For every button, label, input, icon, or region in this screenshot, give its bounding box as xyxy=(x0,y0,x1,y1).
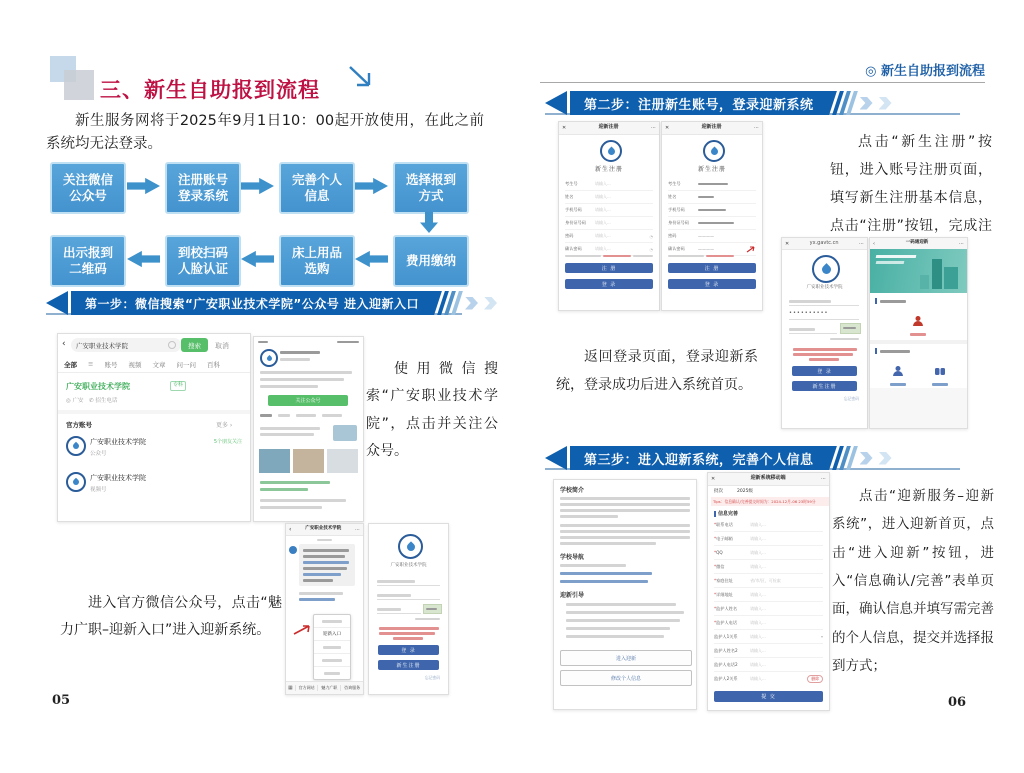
screen-title: 迎新注册 xyxy=(701,124,722,131)
step2-banner xyxy=(545,91,892,115)
filter-icon[interactable]: ≡ xyxy=(88,360,94,368)
college-logo-icon xyxy=(398,534,423,559)
wechat-chat-screenshot xyxy=(285,523,364,695)
step2-banner-label: 第二步：注册新生账号，登录迎新系统 xyxy=(570,91,826,115)
flow-step-bedding: 床上用品 选购 xyxy=(279,235,355,287)
arrow-left-icon xyxy=(127,250,160,268)
cancel-button[interactable]: 取消 xyxy=(215,342,229,350)
deadline-tip: Tips：信息确认/完善提交时间为：2024-12月-06 23时59分 xyxy=(711,497,830,506)
divider xyxy=(58,410,250,414)
chat-bottom-bar xyxy=(286,681,363,694)
eye-icon[interactable]: ◔ xyxy=(649,233,653,239)
back-icon[interactable]: ‹ xyxy=(289,526,292,533)
field-confirm-password[interactable]: 确认密码 请输入... ◔ xyxy=(565,243,653,256)
register-form-screenshot-empty xyxy=(558,121,660,311)
building-graphic xyxy=(932,259,942,289)
photo-tile xyxy=(293,449,324,473)
page-number-right: 06 xyxy=(948,695,967,710)
field-guardian2-phone[interactable]: 监护人电话2 请输入... xyxy=(714,658,823,672)
field-id-card[interactable]: 身份证号码 xyxy=(668,217,756,230)
captcha-image[interactable] xyxy=(840,323,861,334)
captcha-field[interactable] xyxy=(789,324,837,334)
field-guardian1-relation[interactable]: 监护人1关系 请输入... ▾ xyxy=(714,630,823,644)
captcha-field[interactable] xyxy=(377,604,421,614)
field-name[interactable]: 姓名 xyxy=(668,191,756,204)
field-email[interactable]: * 电子邮箱 请输入... xyxy=(714,532,823,546)
section-school-intro: 学校简介 xyxy=(560,487,585,494)
step1-banner xyxy=(46,291,497,315)
menu-item[interactable] xyxy=(314,667,350,679)
step3-caption: 点击“迎新服务–迎新系统”，进入迎新首页，点击“进入迎新”按钮，进入“信息确认/完善”表单页面，确认信息并填写需完善的个人信息，提交并选择报到方式； xyxy=(832,488,994,675)
binoculars-icon xyxy=(934,365,946,377)
batch-label: 批次 xyxy=(714,489,723,494)
field-guardian2-name[interactable]: 监护人姓名2 请输入... xyxy=(714,644,823,658)
username-field[interactable] xyxy=(789,296,859,306)
back-icon[interactable]: ‹ xyxy=(62,339,66,349)
banner-triangle-icon xyxy=(545,446,567,470)
college-logo-icon xyxy=(812,255,840,283)
register-hint-line xyxy=(830,338,859,340)
account-id-line xyxy=(280,358,310,361)
account-name: 广安职业技术学院 xyxy=(90,474,146,482)
register-form-screenshot-filled xyxy=(661,121,763,311)
tab-ask[interactable]: 问一问 xyxy=(176,361,196,369)
login-screenshot xyxy=(368,523,449,695)
search-button[interactable]: 搜索 xyxy=(181,338,208,352)
person-icon xyxy=(892,365,904,377)
divider xyxy=(58,372,250,373)
text-line xyxy=(260,385,318,388)
nav-link[interactable] xyxy=(560,572,652,575)
clear-icon[interactable] xyxy=(168,341,176,349)
building-graphic xyxy=(944,267,958,289)
section-label xyxy=(875,298,906,304)
system-home-screenshot xyxy=(869,237,968,429)
field-qq[interactable]: * QQ 请输入... xyxy=(714,546,823,560)
username-field[interactable] xyxy=(377,576,440,586)
url-title: yx.gavtc.cn xyxy=(809,239,839,246)
login-screenshot-2 xyxy=(781,237,868,429)
college-logo-icon xyxy=(600,140,622,162)
banner-slogan-line xyxy=(876,255,917,258)
link-line xyxy=(299,598,335,601)
chevron-right-icon xyxy=(860,97,873,110)
back-icon[interactable]: ‹ xyxy=(873,240,875,247)
chat-title: 广安职业技术学院 xyxy=(305,526,342,532)
field-home-address[interactable]: * 家庭住址 省/市/区，可检索 xyxy=(714,574,823,588)
field-confirm-password[interactable]: 确认密码 ———— xyxy=(668,243,756,256)
chevron-right-icon xyxy=(860,452,873,465)
flow-step-choose-mode: 选择报到 方式 xyxy=(393,162,469,214)
chevron-right-icon xyxy=(465,297,478,310)
screen-title: 迎新注册 xyxy=(598,124,619,131)
empty-area xyxy=(870,388,967,428)
banner-triangle-icon xyxy=(545,91,567,115)
red-check-arrow-icon xyxy=(746,245,756,253)
more-icon[interactable]: ⋯ xyxy=(821,476,826,482)
close-icon[interactable]: ✕ xyxy=(711,476,716,482)
result-title[interactable]: 广安职业技术学院 xyxy=(66,382,130,391)
text-line xyxy=(260,499,346,502)
friends-follow-note: 5个朋友关注 xyxy=(213,439,242,445)
red-notice-line xyxy=(379,627,439,630)
red-notice-line xyxy=(379,632,435,635)
edit-profile-button[interactable]: 修改个人信息 xyxy=(560,670,692,686)
account-row[interactable] xyxy=(66,436,242,462)
field-phone[interactable]: 手机号码 xyxy=(668,204,756,217)
status-bar xyxy=(258,341,268,343)
arrow-right-icon xyxy=(127,177,160,195)
form-heading: 新生注册 xyxy=(697,166,726,173)
college-name: 广安职业技术学院 xyxy=(390,563,427,568)
flow-step-follow-wechat: 关注微信 公众号 xyxy=(50,162,126,214)
enter-yingxin-entry[interactable] xyxy=(908,312,928,336)
result-meta: ◎ 广安 ✆ 招生电话 xyxy=(66,398,118,404)
field-wechat[interactable]: * 微信 请输入... xyxy=(714,560,823,574)
section-school-nav: 学校导航 xyxy=(560,554,585,561)
menu-item[interactable] xyxy=(314,641,350,654)
step1-banner-label: 第一步：微信搜索“广安职业技术学院”公众号 进入迎新入口 xyxy=(71,291,431,315)
account-name-line xyxy=(280,351,320,354)
more-icon[interactable]: ⋯ xyxy=(959,240,964,247)
person-icon xyxy=(912,315,924,327)
close-icon[interactable]: ✕ xyxy=(785,240,790,247)
account-name: 广安职业技术学院 xyxy=(90,438,146,446)
arrow-down-icon xyxy=(419,212,439,233)
arrow-right-icon xyxy=(241,177,274,195)
flow-step-complete-info: 完善个人 信息 xyxy=(279,162,355,214)
flow-step-qrcode: 出示报到 二维码 xyxy=(50,235,126,287)
red-notice-line xyxy=(809,358,839,361)
step3-banner xyxy=(545,446,892,470)
school-intro-screenshot xyxy=(553,479,697,710)
close-icon[interactable]: ✕ xyxy=(665,125,670,131)
article-title-line xyxy=(260,427,320,430)
login-button[interactable]: 登 录 xyxy=(378,645,439,655)
service-entry[interactable] xyxy=(888,362,908,386)
college-logo-icon xyxy=(260,349,278,367)
step3-banner-label: 第三步：进入迎新系统，完善个人信息 xyxy=(570,446,826,470)
enter-yingxin-button[interactable]: 进入迎新 xyxy=(560,650,692,666)
red-notice-line xyxy=(793,353,853,356)
tab-line xyxy=(260,414,272,417)
caption-line xyxy=(260,481,330,484)
chevron-right-icon xyxy=(879,97,892,110)
register-hint-line xyxy=(415,618,440,620)
field-phone[interactable]: 手机号码 请输入... xyxy=(565,204,653,217)
page-number-left: 05 xyxy=(52,693,71,708)
college-logo-icon xyxy=(66,436,86,456)
search-input[interactable] xyxy=(71,338,181,352)
delete-button[interactable]: 删除 xyxy=(807,675,823,683)
text-line xyxy=(260,371,352,374)
banner-slogan-line xyxy=(876,261,905,264)
register-submit-button[interactable]: 注 册 xyxy=(565,263,653,273)
text-line xyxy=(260,506,322,509)
page-title: 三、新生自助报到流程 xyxy=(100,78,320,102)
password-field[interactable] xyxy=(377,590,440,600)
more-link[interactable]: 更多 › xyxy=(216,422,233,429)
service-entry[interactable] xyxy=(930,362,950,386)
arrow-right-icon xyxy=(355,177,388,195)
forgot-password-link[interactable]: 忘记密码 xyxy=(424,675,440,680)
keyboard-icon[interactable]: ▦ xyxy=(288,685,293,691)
chat-popup-menu xyxy=(313,614,351,680)
result-badge: 专科 xyxy=(170,381,186,391)
tab-wiki[interactable]: 百科 xyxy=(206,361,220,369)
tab-line xyxy=(296,414,316,417)
article-thumbnail xyxy=(333,425,357,441)
field-guardian-name[interactable]: * 监护人姓名 请输入... xyxy=(714,602,823,616)
register-submit-button[interactable]: 注 册 xyxy=(668,263,756,273)
status-bar xyxy=(337,341,359,343)
section-label xyxy=(875,348,910,354)
field-detail-address[interactable]: * 详细地址 请输入... xyxy=(714,588,823,602)
register-button[interactable]: 新生注册 xyxy=(378,660,439,670)
submit-button[interactable]: 提 交 xyxy=(714,691,823,702)
corner-arrow-icon xyxy=(346,64,376,92)
batch-row xyxy=(714,488,753,494)
photo-tile xyxy=(259,449,290,473)
banner-triangle-icon xyxy=(46,291,68,315)
flow-step-pay-fees: 费用缴纳 xyxy=(393,235,469,287)
tab-articles[interactable]: 文章 xyxy=(152,361,166,369)
agreement-note xyxy=(668,255,734,257)
bottom-tab-meili-guangzhi[interactable]: 魅力广职 xyxy=(317,685,340,691)
field-contact-phone[interactable]: * 联系电话 请输入... xyxy=(714,518,823,532)
field-password[interactable]: 密码 请输入... ◔ xyxy=(565,230,653,243)
account-type: 视频号 xyxy=(90,487,107,493)
more-icon[interactable]: ⋯ xyxy=(651,125,656,131)
eye-icon[interactable]: ◔ xyxy=(649,246,653,252)
go-login-button[interactable]: 登 录 xyxy=(668,279,756,289)
red-arrow-icon xyxy=(292,622,314,636)
red-notice-line xyxy=(393,637,423,640)
field-password[interactable]: 密码 ———— xyxy=(668,230,756,243)
menu-item[interactable] xyxy=(314,654,350,667)
more-icon[interactable]: ⋯ xyxy=(754,125,759,131)
tab-all[interactable]: 全部 xyxy=(64,361,77,369)
official-account-profile-screenshot xyxy=(253,336,364,522)
avatar xyxy=(289,546,297,554)
tab-accounts[interactable]: 账号 xyxy=(104,361,118,369)
section-info-complete: 信息完善 xyxy=(714,510,738,517)
text-line xyxy=(260,378,344,381)
arrow-left-icon xyxy=(355,250,388,268)
divider xyxy=(870,340,967,344)
account-type: 公众号 xyxy=(90,451,107,457)
header-rule xyxy=(540,82,985,83)
flow-step-face-check: 到校扫码 人脸认证 xyxy=(165,235,241,287)
batch-value: 2025级 xyxy=(737,489,753,494)
info-form-screenshot xyxy=(707,472,830,711)
menu-item-yingxin-entry[interactable]: 迎新入口 xyxy=(314,628,350,641)
red-notice-line xyxy=(793,348,857,351)
login-button[interactable]: 登 录 xyxy=(792,366,857,376)
timestamp-line xyxy=(317,539,332,541)
college-logo-icon xyxy=(66,472,86,492)
tab-video[interactable]: 视频 xyxy=(128,361,142,369)
field-exam-no[interactable]: 考生号 请输入... xyxy=(565,178,653,191)
welcome-banner xyxy=(870,249,967,293)
decor-square xyxy=(64,70,94,100)
close-icon[interactable]: ✕ xyxy=(562,125,567,131)
college-name: 广安职业技术学院 xyxy=(806,285,843,290)
more-icon[interactable]: ⋯ xyxy=(859,240,864,247)
captcha-image[interactable] xyxy=(423,604,442,614)
running-header: ◎ 新生自助报到流程 xyxy=(865,64,985,79)
follow-button[interactable]: 关注公众号 xyxy=(268,395,348,406)
screen-title: 迎新系统移动端 xyxy=(750,475,786,482)
article-title-line xyxy=(260,433,314,436)
photo-tile xyxy=(327,449,358,473)
account-row[interactable] xyxy=(66,472,242,498)
section-yingxin-guide: 迎新引导 xyxy=(560,592,585,599)
agreement-note xyxy=(565,255,653,257)
go-login-button[interactable]: 登 录 xyxy=(565,279,653,289)
bottom-tab-official-site[interactable]: 官方网站 xyxy=(295,685,318,691)
tab-line xyxy=(278,414,290,417)
register-button[interactable]: 新生注册 xyxy=(792,381,857,391)
field-name[interactable]: 姓名 请输入... xyxy=(565,191,653,204)
arrow-left-icon xyxy=(241,250,274,268)
field-guardian2-relation[interactable]: 监护人2关系 请输入... 删除 xyxy=(714,672,823,685)
caption-line xyxy=(260,488,308,491)
text-line xyxy=(299,592,343,595)
step1-caption-menu: 进入官方微信公众号，点击“魅力广职–迎新入口”进入迎新系统。 xyxy=(60,595,282,639)
section-official-accounts: 官方账号 xyxy=(66,421,92,429)
chevron-right-icon xyxy=(484,297,497,310)
intro-paragraph: 新生服务网将于2025年9月1日10：00起开放使用，在此之前系统均无法登录。 xyxy=(46,113,484,153)
search-tabs xyxy=(64,360,220,369)
forgot-password-link[interactable]: 忘记密码 xyxy=(843,396,859,401)
chevron-down-icon: ▾ xyxy=(820,634,823,639)
step1-caption-search: 使用微信搜索“广安职业技术学院”，点击并关注公众号。 xyxy=(366,361,498,459)
tab-line xyxy=(322,414,342,417)
flow-step-register: 注册账号 登录系统 xyxy=(165,162,241,214)
step2-caption-login: 返回登录页面，登录迎新系统，登录成功后进入系统首页。 xyxy=(556,349,758,393)
more-icon[interactable]: ⋯ xyxy=(355,526,360,533)
form-heading: 新生注册 xyxy=(594,166,623,173)
search-query: 广安职业技术学院 xyxy=(76,341,128,350)
screen-title: 一码通迎新 xyxy=(905,240,929,246)
password-field[interactable]: •••••••••• xyxy=(789,310,859,320)
college-logo-icon xyxy=(703,140,725,162)
building-graphic xyxy=(920,275,929,289)
nav-link[interactable] xyxy=(560,580,648,583)
field-exam-no[interactable]: 考生号 xyxy=(668,178,756,191)
bottom-tab-service[interactable]: 咨询服务 xyxy=(340,685,363,691)
field-guardian-phone[interactable]: * 监护人电话 请输入... xyxy=(714,616,823,630)
menu-item[interactable] xyxy=(314,615,350,628)
step2-caption-register: 点击“新生注册”按钮，进入账号注册页面，填写新生注册基本信息，点击“注册”按钮，完成注 xyxy=(830,134,992,234)
chevron-right-icon xyxy=(879,452,892,465)
welcome-bubble xyxy=(299,544,355,586)
wechat-search-screenshot xyxy=(57,333,251,522)
field-id-card[interactable]: 身份证号码 请输入... xyxy=(565,217,653,230)
